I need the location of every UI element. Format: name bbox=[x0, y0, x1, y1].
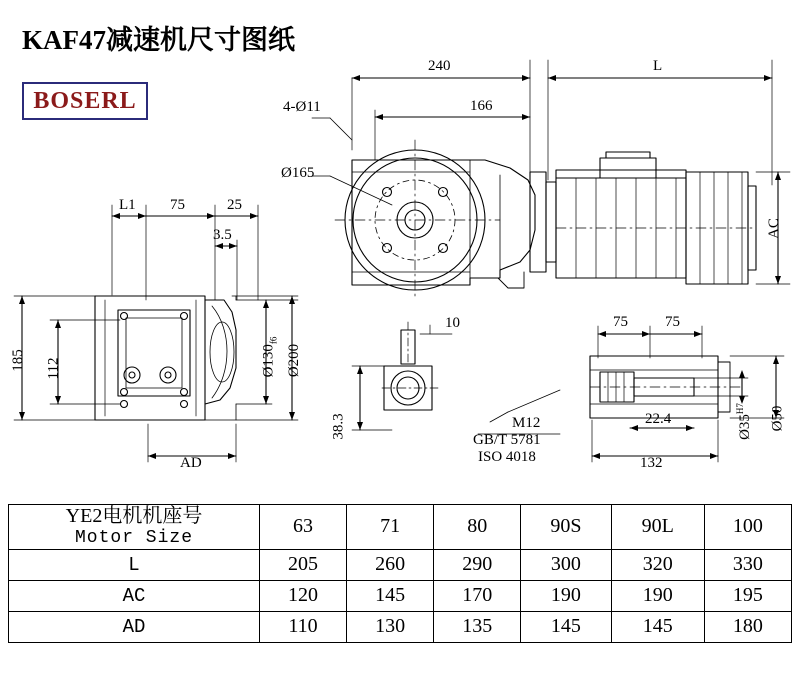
dim-185: 185 bbox=[9, 349, 26, 372]
row-label: AD bbox=[9, 611, 260, 642]
dim-38-3: 38.3 bbox=[330, 413, 347, 440]
table-header-cell bbox=[9, 505, 260, 550]
table-cell: 330 bbox=[704, 549, 791, 580]
dim-25: 25 bbox=[227, 197, 242, 213]
table-row bbox=[9, 549, 792, 580]
dim-d35-tol: H7 bbox=[734, 403, 745, 415]
row-label: L bbox=[9, 549, 260, 580]
dim-AD: AD bbox=[180, 455, 202, 471]
dim-AC: AC bbox=[765, 218, 782, 239]
table-cell: 135 bbox=[434, 611, 521, 642]
dim-132: 132 bbox=[640, 455, 663, 471]
dim-d130-tol: f6 bbox=[268, 336, 279, 345]
table-cell: 290 bbox=[434, 549, 521, 580]
table-header-en: Motor Size bbox=[74, 528, 194, 548]
dim-240: 240 bbox=[428, 58, 451, 74]
table-cell: 300 bbox=[521, 549, 611, 580]
brand-logo-text: BOSERL bbox=[33, 87, 137, 114]
table-col-header: 100 bbox=[704, 505, 791, 550]
dim-112: 112 bbox=[45, 357, 62, 380]
table-cell: 110 bbox=[260, 611, 347, 642]
table-cell: 260 bbox=[347, 549, 434, 580]
table-cell: 145 bbox=[611, 611, 704, 642]
label-m12: M12 bbox=[512, 415, 541, 431]
dim-L1: L1 bbox=[119, 197, 136, 213]
table-cell: 190 bbox=[521, 580, 611, 611]
label-gbt5781: GB/T 5781 bbox=[473, 432, 541, 448]
motor-size-table bbox=[8, 504, 792, 643]
dim-3-5: 3.5 bbox=[213, 227, 232, 243]
dim-d165: Ø165 bbox=[281, 165, 315, 181]
table-col-header: 90L bbox=[611, 505, 704, 550]
table-cell: 130 bbox=[347, 611, 434, 642]
table-header-row bbox=[9, 505, 792, 550]
table-col-header: 63 bbox=[260, 505, 347, 550]
dim-d200: Ø200 bbox=[286, 343, 303, 378]
table-col-header: 90S bbox=[521, 505, 611, 550]
table-cell: 120 bbox=[260, 580, 347, 611]
table-cell: 195 bbox=[704, 580, 791, 611]
table-cell: 205 bbox=[260, 549, 347, 580]
dim-4xd11: 4-Ø11 bbox=[283, 99, 321, 115]
table-col-header: 80 bbox=[434, 505, 521, 550]
page-title: KAF47减速机尺寸图纸 bbox=[22, 25, 295, 55]
table-row bbox=[9, 580, 792, 611]
dim-22-4: 22.4 bbox=[645, 411, 672, 427]
dim-166: 166 bbox=[470, 98, 493, 114]
dim-10: 10 bbox=[445, 315, 460, 331]
table-cell: 145 bbox=[347, 580, 434, 611]
table-cell: 190 bbox=[611, 580, 704, 611]
table-cell: 320 bbox=[611, 549, 704, 580]
table-cell: 170 bbox=[434, 580, 521, 611]
table-cell: 145 bbox=[521, 611, 611, 642]
label-iso4018: ISO 4018 bbox=[478, 449, 536, 465]
dim-75-b: 75 bbox=[665, 314, 680, 330]
row-label: AC bbox=[9, 580, 260, 611]
dim-L-top: L bbox=[653, 58, 663, 74]
table-cell: 180 bbox=[704, 611, 791, 642]
dim-d50: Ø50 bbox=[769, 405, 786, 432]
table-row bbox=[9, 611, 792, 642]
dim-d35: $Ø35^{H7}$ bbox=[734, 403, 753, 440]
table-col-header: 71 bbox=[347, 505, 434, 550]
table-header-cn: YE2电机机座号 bbox=[65, 505, 203, 527]
dim-75-a: 75 bbox=[613, 314, 628, 330]
table-body bbox=[9, 505, 792, 643]
dim-d130: $Ø130_{f6}$ bbox=[260, 336, 279, 378]
dim-75-left: 75 bbox=[170, 197, 185, 213]
